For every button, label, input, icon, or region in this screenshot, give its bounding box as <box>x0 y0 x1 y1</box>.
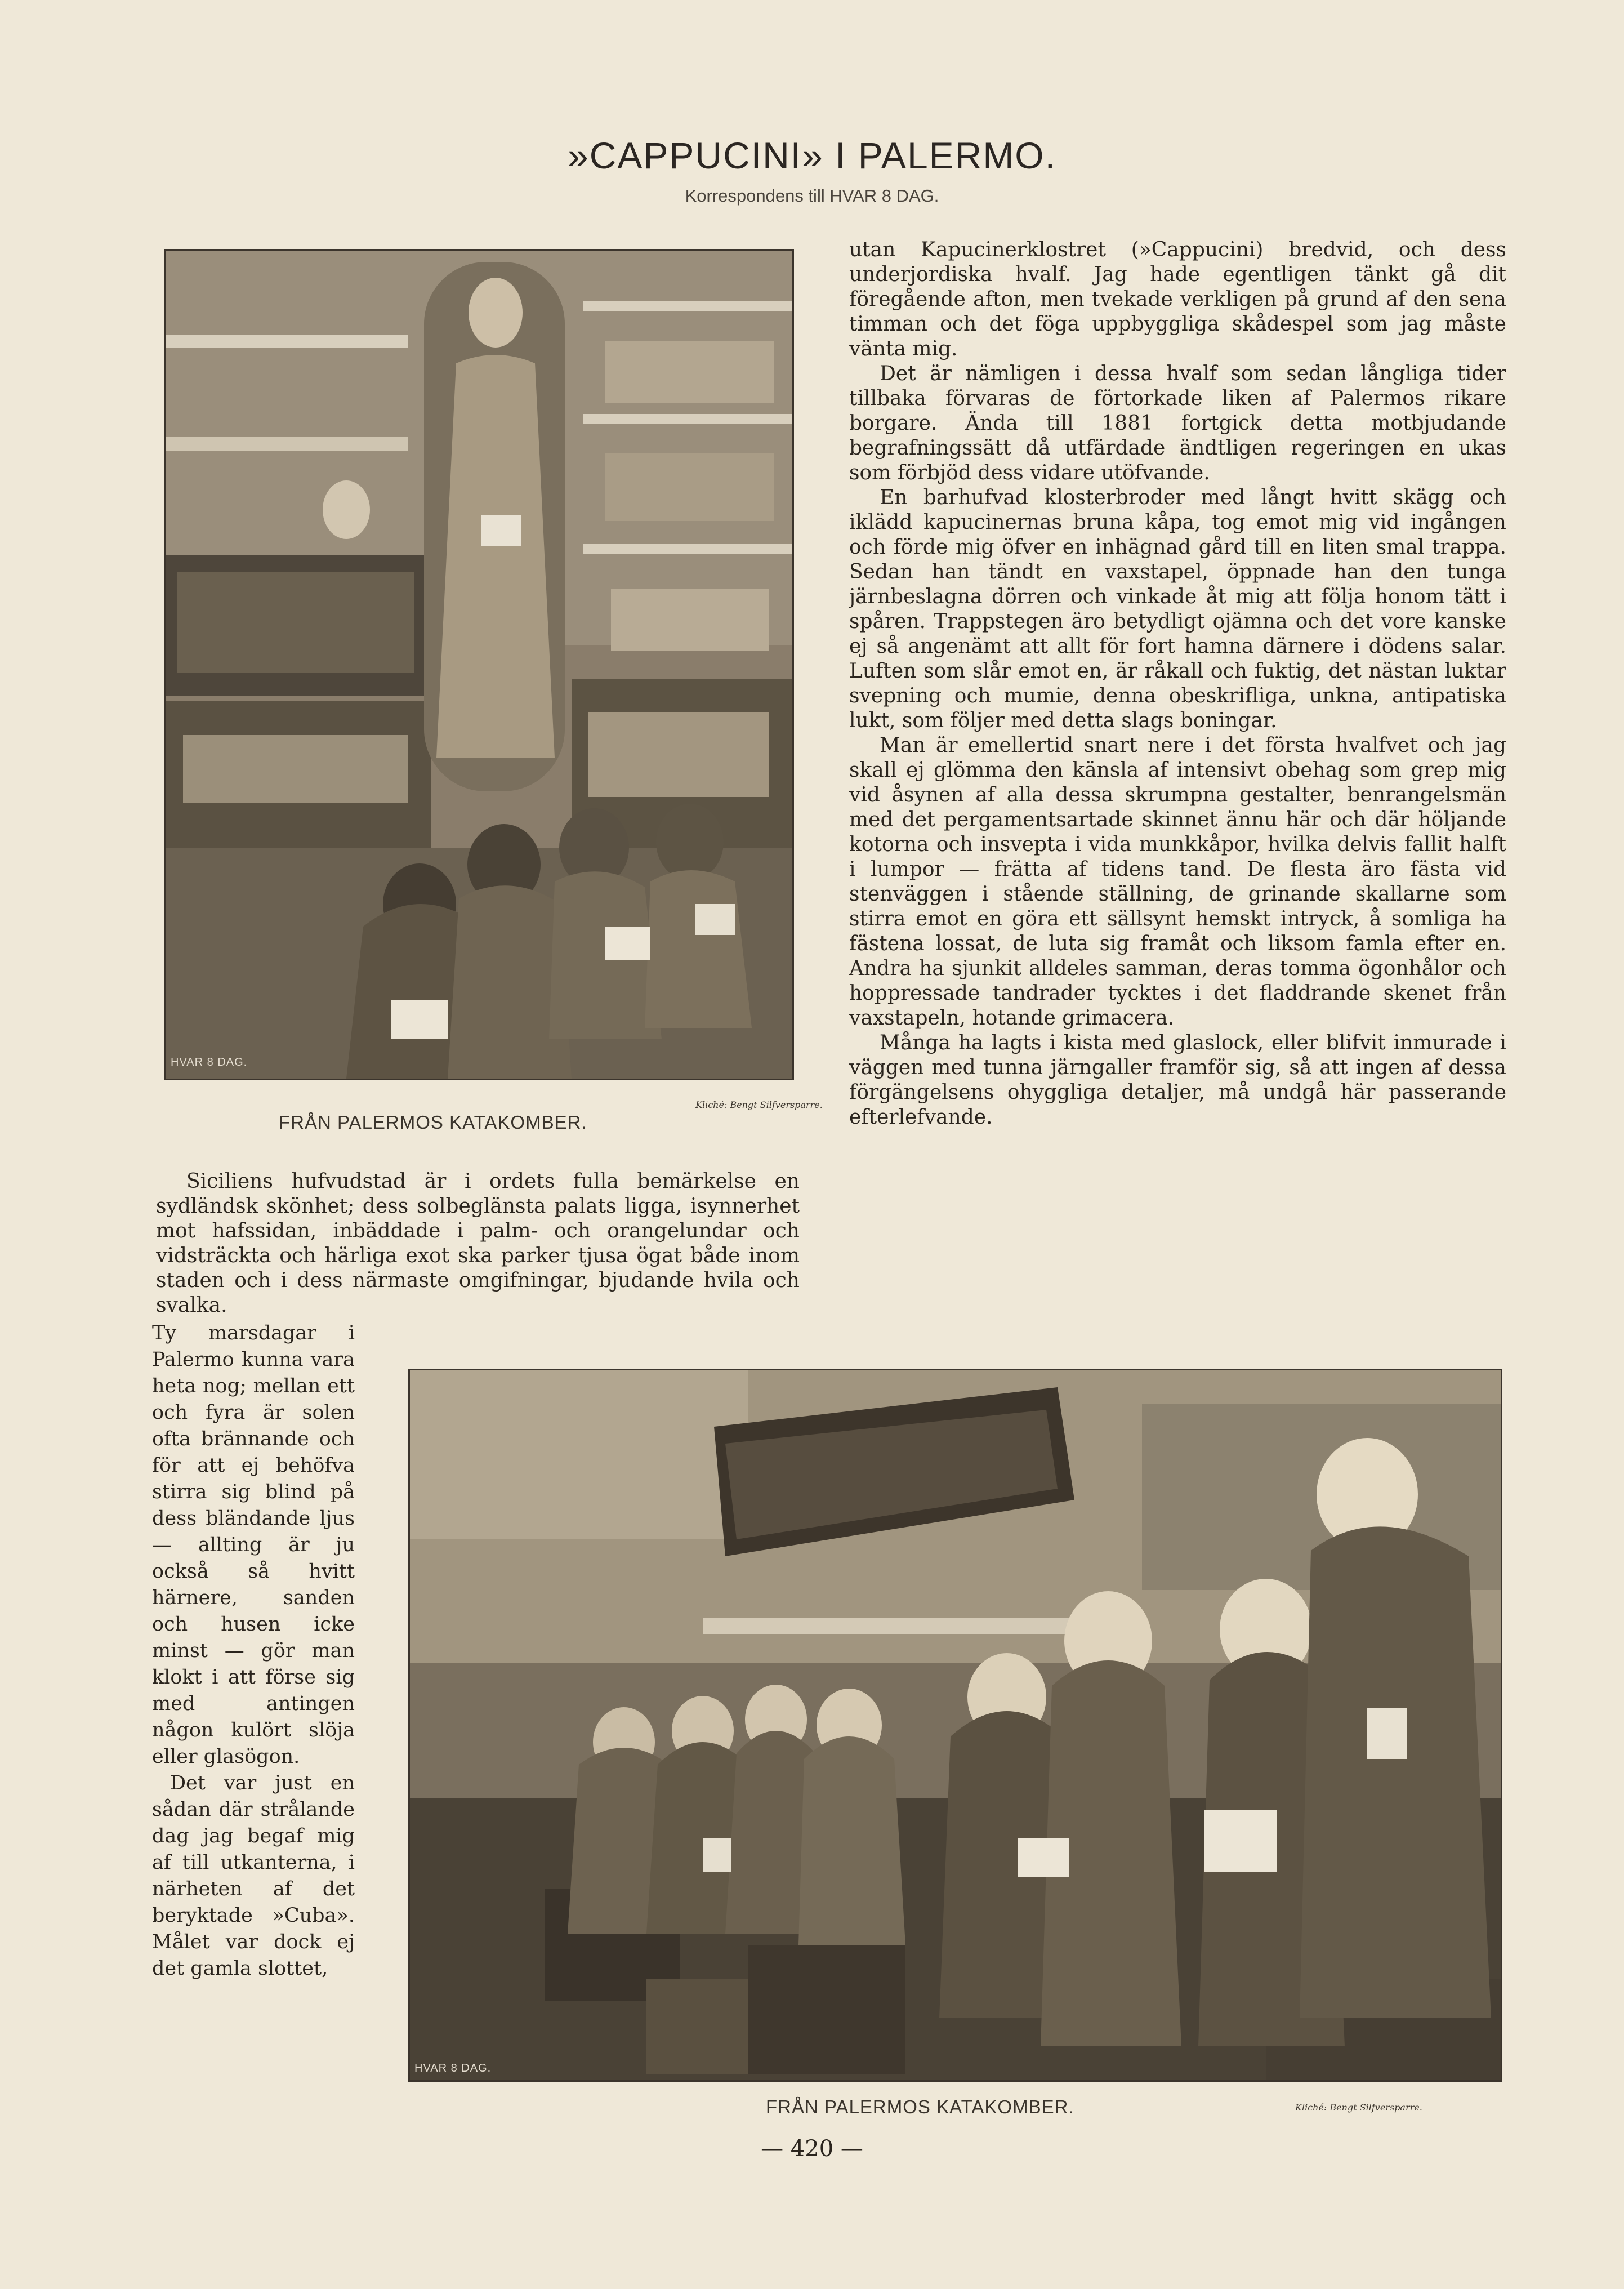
photo-1-credit: Kliché: Bengt Silfversparre. <box>695 1099 823 1110</box>
catacomb-photo-1 <box>164 249 794 1080</box>
catacomb-photo-1-image <box>166 251 792 1079</box>
article-narrow-column: Ty marsdagar i Palermo kunna vara heta nog; mellan ett och fyra är solen ofta brännande och för att ej behöfva stirra sig blind på dess bländande ljus — allting är ju också så hvitt härnere, sanden och husen icke minst — gör man klokt i att förse sig med antingen någon kulört slöja eller glasögon. Det var just en sådan där strålande dag jag begaf mig af till utkanterna, i närheten af det beryktade »Cuba». Målet var dock ej det gamla slottet, <box>152 1322 355 1980</box>
article-subtitle: Korrespondens till HVAR 8 DAG. <box>685 186 939 206</box>
article-title: »CAPPUCINI» I PALERMO. <box>567 135 1056 176</box>
catacomb-photo-2 <box>408 1369 1502 2082</box>
photo-1-caption: FRÅN PALERMOS KATAKOMBER. <box>279 1112 587 1133</box>
catacomb-photo-2-image <box>410 1370 1501 2080</box>
photo-2-credit: Kliché: Bengt Silfversparre. <box>1295 2102 1422 2113</box>
photo-2-caption: FRÅN PALERMOS KATAKOMBER. <box>766 2096 1074 2117</box>
page-number: — 420 — <box>761 2136 863 2162</box>
photo-2-watermark: HVAR 8 DAG. <box>414 2062 492 2074</box>
article-intro-paragraph: Siciliens hufvudstad är i ordets fulla bemärkelse en sydländsk skönhet; dess solbeglänsta palats ligga, isynnerhet mot hafssidan, inbäddade i palm- och orangelundar och vidsträckta och härliga exot ska parker tjusa ögat både inom staden och i dess närmaste omgifningar, bjudande hvila och svalka. <box>156 1170 800 1317</box>
photo-1-watermark: HVAR 8 DAG. <box>171 1056 248 1068</box>
article-right-column: utan Kapucinerklostret (»Cappucini) bredvid, och dess underjordiska hvalf. Jag hade egentligen tänkt gå dit föregående afton, men tvekade verkligen på grund af den sena timman och det föga uppbyggliga skådespel som jag måste vänta mig. Det är nämligen i dessa hvalf som sedan långliga tider tillbaka förvaras de förtorkade liken af Palermos rikare borgare. Ända till 1881 fortgick detta motbjudande begrafningssätt då utfärdade ändtligen regeringen en ukas som förbjöd dess vidare utöfvande. En barhufvad klosterbroder med långt hvitt skägg och iklädd kapucinernas bruna kåpa, tog emot mig vid ingången och förde mig öfver en inhägnad gård till en liten smal trappa. Sedan han tändt en vaxstapel, öppnade han den tunga järnbeslagna dörren och vinkade åt mig att följa honom tätt i spåren. Trappstegen äro betydligt ojämna och det vore kanske ej så angenämt att allt för fort hamna därnere i dödens salar. Luften som slår emot en, är råkall och fuktig, det nästan luktar svepning och mumie, denna obeskrifliga, unkna, antipatiska lukt, som följer med detta slags boningar. Man är emellertid snart nere i det första hvalfvet och jag skall ej glömma den känsla af intensivt obehag som grep mig vid åsynen af alla dessa skrumpna gestalter, benrangelsmän med det pergamentsartade skinnet ännu här och där höljande kotorna och insvepta i vida munkkåpor, hvilka delvis fallit halft i lumpor — frätta af tidens tand. De flesta äro fästa vid stenväggen i stående ställning, de grinande skallarne som stirra emot en göra ett sällsynt hemskt intryck, å somliga ha fästena lossat, de luta sig framåt och liksom famla efter en. Andra ha sjunkit alldeles samman, deras tomma ögonhålor och hoppressade tandrader tycktes i det fladdrande skenet från vaxstapeln, hotande grimacera. Många ha lagts i kista med glaslock, eller blifvit inmurade i väggen med tunna järngaller framför sig, så att ingen af dessa förgängelsens ohyggliga detaljer, må undgå här passerande efterlefvande. <box>849 238 1506 1129</box>
